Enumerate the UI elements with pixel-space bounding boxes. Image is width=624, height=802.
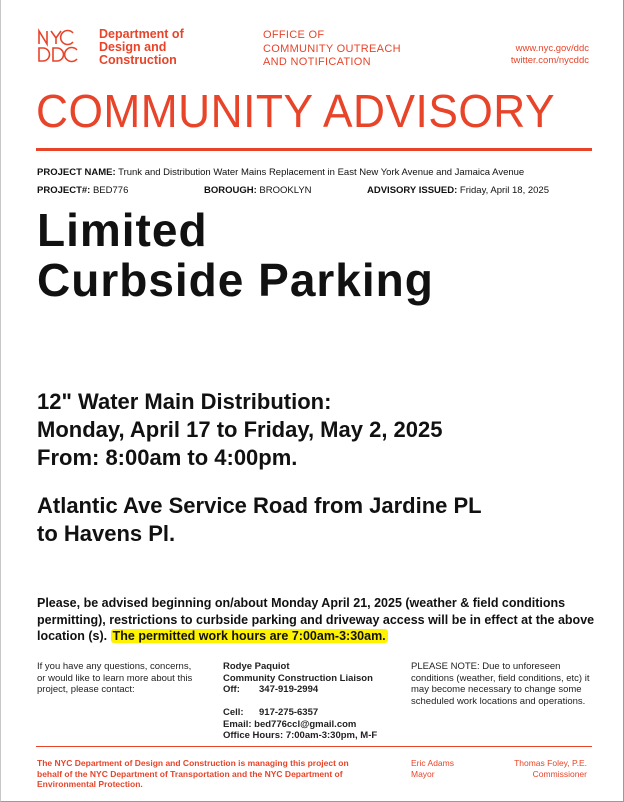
office-hours-label: Office Hours: — [223, 730, 284, 741]
cell-phone-label: Cell: — [223, 707, 244, 718]
project-number — [37, 185, 128, 196]
liaison-contact — [223, 661, 377, 742]
mayor-signature — [411, 758, 454, 779]
logo-line: Design and — [99, 40, 167, 54]
advisory-title — [37, 205, 434, 305]
office-line: AND NOTIFICATION — [263, 56, 371, 68]
project-name — [37, 167, 524, 178]
office-hours-row — [223, 730, 377, 742]
logo-line: Construction — [99, 53, 177, 67]
commissioner-name: Thomas Foley, P.E. — [514, 758, 587, 768]
borough — [204, 185, 312, 196]
ddc-logo-text — [99, 28, 184, 67]
work-schedule — [37, 388, 443, 472]
liaison-role: Community Construction Liaison — [223, 672, 373, 684]
project-number-value: BED776 — [92, 185, 129, 196]
schedule-line: 12" Water Main Distribution: — [37, 389, 332, 414]
project-number-label: PROJECT#: — [37, 185, 91, 196]
liaison-name: Rodye Paquiot — [223, 661, 290, 672]
office-phone-row — [223, 684, 377, 696]
work-location — [37, 492, 482, 548]
contact-intro: If you have any questions, concerns, or would like to learn more about this project, please contact: — [37, 661, 193, 695]
work-hours-highlight: The permitted work hours are 7:00am-3:30am. — [112, 629, 386, 643]
email-address[interactable]: bed776ccl@gmail.com — [254, 718, 357, 730]
footer-divider — [36, 746, 592, 747]
location-line: Atlantic Ave Service Road from Jardine PL — [37, 493, 482, 518]
office-line: OFFICE OF — [263, 29, 325, 41]
title-line: Limited — [37, 204, 208, 256]
commissioner-signature — [514, 758, 587, 779]
mayor-name: Eric Adams — [411, 758, 454, 768]
nyc-ddc-logo-icon — [37, 28, 93, 64]
email-label: Email: — [223, 718, 252, 730]
header-divider — [36, 148, 592, 151]
office-name — [263, 29, 401, 70]
twitter-link[interactable]: twitter.com/nycddc — [510, 55, 589, 66]
project-name-label: PROJECT NAME: — [37, 167, 116, 178]
advisory-notice — [37, 595, 597, 645]
website-link[interactable]: www.nyc.gov/ddc — [515, 43, 589, 54]
project-name-value: Trunk and Distribution Water Mains Replacement in East New York Avenue and Jamaica Avenue — [118, 167, 525, 178]
location-line: to Havens Pl. — [37, 521, 176, 546]
mayor-title: Mayor — [411, 768, 435, 779]
office-phone-label: Off: — [223, 684, 240, 695]
header-links — [511, 43, 589, 67]
schedule-line: Monday, April 17 to Friday, May 2, 2025 — [37, 417, 443, 442]
advisory-issued — [367, 185, 549, 196]
advisory-issued-label: ADVISORY ISSUED: — [367, 185, 458, 196]
please-note: PLEASE NOTE: Due to unforeseen conditions (weather, field conditions, etc) it may become necessary to change some scheduled work locations and operations. — [411, 661, 590, 707]
title-line: Curbside Parking — [37, 254, 434, 306]
logo-line: Department of — [99, 27, 184, 41]
email-row — [223, 719, 377, 731]
office-hours: 7:00am-3:30pm, M-F — [285, 730, 378, 741]
notice-text: Please, be advised beginning on/about Monday April 21, 2025 (weather & field conditions permitting), restrictions to curbside parking and driveway access will be in effect at the above location (s). — [37, 596, 595, 643]
advisory-issued-value: Friday, April 18, 2025 — [459, 185, 549, 196]
schedule-line: From: 8:00am to 4:00pm. — [37, 445, 298, 470]
footer-statement: The NYC Department of Design and Construction is managing this project on behalf of the NYC Department of Transportation and the NYC Department of Environmental Protection. — [37, 758, 349, 789]
cell-phone-row — [223, 707, 377, 719]
ddc-logo — [37, 28, 184, 67]
borough-label: BOROUGH: — [204, 185, 257, 196]
community-advisory-banner: COMMUNITY ADVISORY — [36, 85, 556, 137]
office-line: COMMUNITY OUTREACH — [263, 42, 401, 55]
borough-value: BROOKLYN — [259, 185, 312, 196]
cell-phone[interactable]: 917-275-6357 — [259, 707, 319, 718]
office-phone[interactable]: 347-919-2994 — [259, 684, 319, 695]
commissioner-title: Commissioner — [532, 768, 587, 779]
